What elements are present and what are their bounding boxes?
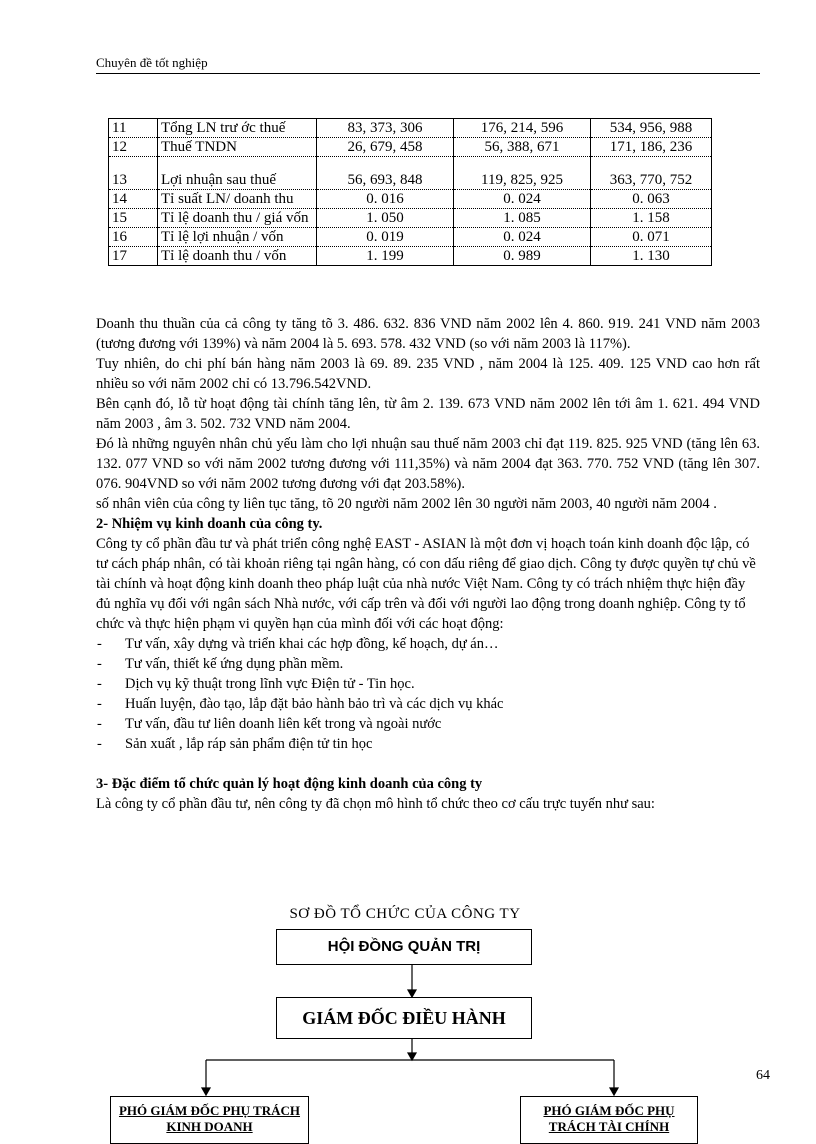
value-cell: 0. 016 — [317, 190, 454, 209]
value-cell: 0. 063 — [591, 190, 712, 209]
bullet-mark: - — [97, 656, 102, 672]
list-item-text: Tư vấn, đầu tư liên doanh liên kết trong và ngoài nước — [125, 716, 442, 732]
list-item-text: Tư vấn, thiết kế ứng dụng phần mềm. — [125, 656, 344, 672]
paragraph: Bên cạnh đó, lỗ từ hoạt động tài chính tăng lên, từ âm 2. 139. 673 VND năm 2002 lên tới âm 1. 621. 494 VND năm 2003 , âm 3. 502. 732 VND năm 2004. — [96, 396, 760, 432]
value-cell: 363, 770, 752 — [591, 157, 712, 190]
metric-label-cell: Tỉ lệ doanh thu / vốn — [158, 247, 317, 266]
section-heading: 3- Đặc điểm tổ chức quản lý hoạt động kinh doanh của công ty — [96, 776, 483, 792]
value-cell: 0. 019 — [317, 228, 454, 247]
paragraph: Doanh thu thuần của cả công ty tăng tõ 3. 486. 632. 836 VND năm 2002 lên 4. 860. 919. 241 VND năm 2003 (tương đương với 139%) và năm 2004 là 5. 693. 578. 432 VND (so với năm 2003 là 117%). — [96, 316, 760, 352]
row-number-cell: 11 — [109, 119, 158, 138]
value-cell: 1. 130 — [591, 247, 712, 266]
metric-label-cell: Tỉ lệ doanh thu / giá vốn — [158, 209, 317, 228]
row-number-cell: 12 — [109, 138, 158, 157]
list-item-text: Huấn luyện, đào tạo, lắp đặt bảo hành bảo trì và các dịch vụ khác — [125, 696, 504, 712]
value-cell: 0. 024 — [454, 190, 591, 209]
page-number: 64 — [756, 1068, 770, 1083]
board-of-directors-box: HỘI ĐỒNG QUẢN TRỊ — [276, 929, 532, 965]
value-cell: 176, 214, 596 — [454, 119, 591, 138]
list-item-text: Dịch vụ kỹ thuật trong lĩnh vực Điện tử - Tin học. — [125, 676, 415, 692]
deputy-director-business-box: PHÓ GIÁM ĐỐC PHỤ TRÁCH KINH DOANH — [110, 1096, 309, 1144]
paragraph: Tuy nhiên, do chi phí bán hàng năm 2003 là 69. 89. 235 VND , năm 2004 là 125. 409. 125 VND cao hơn rất nhiều so với năm 2002 chỉ có 13.796.542VND. — [96, 356, 760, 392]
deputy-director-finance-box: PHÓ GIÁM ĐỐC PHỤ TRÁCH TÀI CHÍNH — [520, 1096, 698, 1144]
page-header: Chuyên đề tốt nghiệp — [96, 55, 760, 74]
value-cell: 119, 825, 925 — [454, 157, 591, 190]
list-item-text: Sản xuất , lắp ráp sản phẩm điện tử tin học — [125, 736, 373, 752]
section-heading: 2- Nhiệm vụ kinh doanh của công ty. — [96, 516, 323, 532]
value-cell: 171, 186, 236 — [591, 138, 712, 157]
org-chart-title: SƠ ĐỒ TỔ CHỨC CỦA CÔNG TY — [289, 906, 521, 922]
bullet-mark: - — [97, 676, 102, 692]
bullet-mark: - — [97, 636, 102, 652]
row-number-cell: 15 — [109, 209, 158, 228]
value-cell: 0. 024 — [454, 228, 591, 247]
value-cell: 0. 071 — [591, 228, 712, 247]
executive-director-box: GIÁM ĐỐC ĐIỀU HÀNH — [276, 997, 532, 1039]
value-cell: 1. 199 — [317, 247, 454, 266]
value-cell: 1. 050 — [317, 209, 454, 228]
metric-label-cell: Tổng LN trư ớc thuế — [158, 119, 317, 138]
paragraph: Công ty cổ phần đầu tư và phát triển công nghệ EAST - ASIAN là một đơn vị hoạch toán kinh doanh độc lập, có tư cách pháp nhân, có tài khoản riêng tại ngân hàng, có con dấu riêng để giao dịch. Công ty được quyền tự chủ về tài chính và hoạt động kinh doanh theo pháp luật của nhà nước Việt Nam. Công ty có trách nhiệm thực hiện đầy đủ nghĩa vụ đối với ngân sách Nhà nước, với cấp trên và đối với người lao động trong doanh nghiệp. Công ty tổ chức và thực hiện phạm vi quyền hạn của mình đối với các hoạt động: — [96, 536, 756, 632]
metric-label-cell: Tỉ suất LN/ doanh thu — [158, 190, 317, 209]
metric-label-cell: Tỉ lệ lợi nhuận / vốn — [158, 228, 317, 247]
value-cell: 26, 679, 458 — [317, 138, 454, 157]
metric-label-cell: Thuế TNDN — [158, 138, 317, 157]
bullet-mark: - — [97, 716, 102, 732]
list-item-text: Tư vấn, xây dựng và triển khai các hợp đồng, kế hoạch, dự án… — [125, 636, 499, 652]
row-number-cell: 17 — [109, 247, 158, 266]
value-cell: 0. 989 — [454, 247, 591, 266]
value-cell: 56, 388, 671 — [454, 138, 591, 157]
row-number-cell: 14 — [109, 190, 158, 209]
bullet-mark: - — [97, 736, 102, 752]
bullet-mark: - — [97, 696, 102, 712]
value-cell: 56, 693, 848 — [317, 157, 454, 190]
value-cell: 1. 158 — [591, 209, 712, 228]
value-cell: 534, 956, 988 — [591, 119, 712, 138]
paragraph: số nhân viên của công ty liên tục tăng, tõ 20 người năm 2002 lên 30 người năm 2003, 40 người năm 2004 . — [96, 496, 717, 512]
paragraph: Đó là những nguyên nhân chủ yếu làm cho lợi nhuận sau thuế năm 2003 chỉ đạt 119. 825. 925 VND (tăng lên 63. 132. 077 VND so với năm 2002 tương đương với 111,35%) và năm 2004 đạt 363. 770. 752 VND (tăng lên 307. 076. 904VND so với năm 2002 tương đương với đạt 203.58%). — [96, 436, 760, 492]
row-number-cell: 13 — [109, 157, 158, 190]
paragraph: Là công ty cổ phần đầu tư, nên công ty đã chọn mô hình tổ chức theo cơ cấu trực tuyến như sau: — [96, 796, 655, 812]
value-cell: 83, 373, 306 — [317, 119, 454, 138]
metric-label-cell: Lợi nhuận sau thuế — [158, 157, 317, 190]
value-cell: 1. 085 — [454, 209, 591, 228]
row-number-cell: 16 — [109, 228, 158, 247]
